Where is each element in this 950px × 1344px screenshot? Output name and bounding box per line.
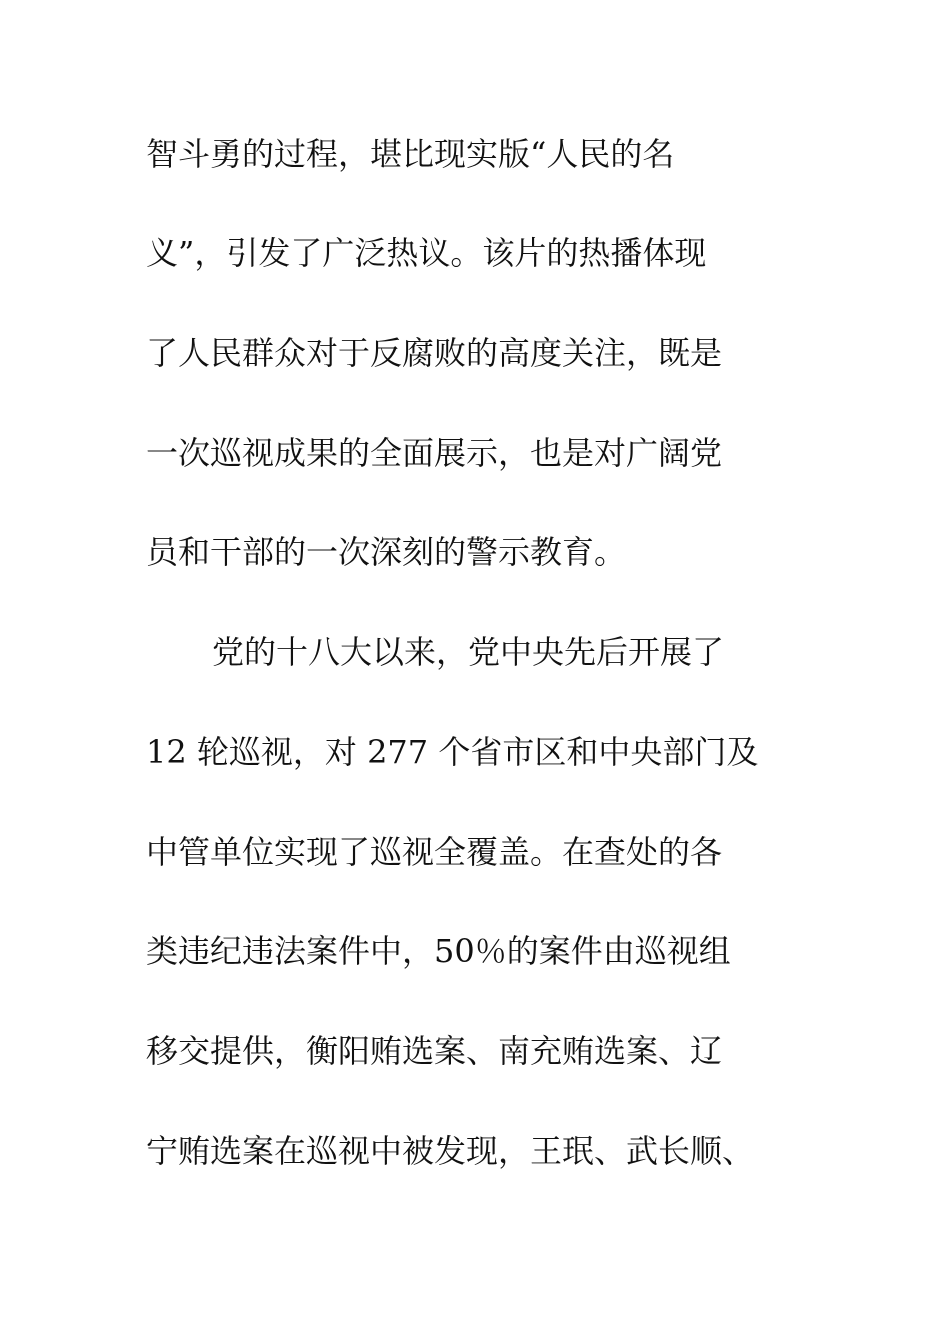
- paragraph-line-10: 移交提供，衡阳贿选案、南充贿选案、辽: [146, 1032, 723, 1070]
- paragraph-line-7: 12 轮巡视，对 277 个省市区和中央部门及: [146, 733, 759, 771]
- paragraph-line-11: 宁贿选案在巡视中被发现，王珉、武长顺、: [146, 1132, 755, 1170]
- paragraph-line-8: 中管单位实现了巡视全覆盖。在查处的各: [146, 833, 723, 871]
- paragraph-line-4: 一次巡视成果的全面展示，也是对广阔党: [146, 434, 723, 472]
- paragraph-line-1: 智斗勇的过程，堪比现实版“人民的名: [146, 135, 675, 173]
- paragraph-line-2: 义”，引发了广泛热议。该片的热播体现: [146, 234, 707, 272]
- paragraph-line-5: 员和干部的一次深刻的警示教育。: [146, 533, 627, 571]
- paragraph-line-9: 类违纪违法案件中，50％的案件由巡视组: [146, 932, 731, 970]
- paragraph-line-6: 党的十八大以来，党中央先后开展了: [212, 633, 725, 671]
- paragraph-line-3: 了人民群众对于反腐败的高度关注，既是: [146, 334, 723, 372]
